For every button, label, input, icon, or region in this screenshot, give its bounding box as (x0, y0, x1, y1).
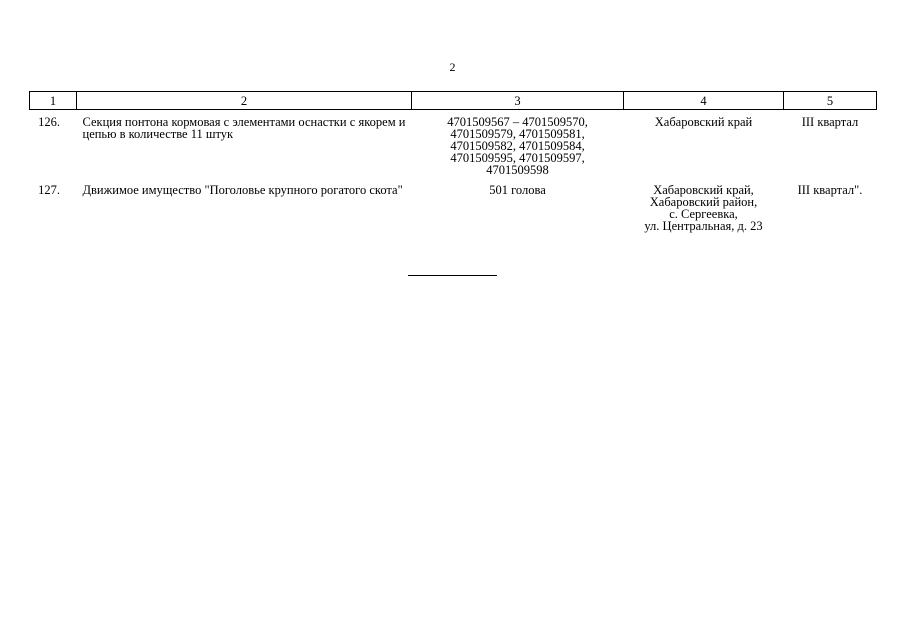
end-rule-divider (408, 275, 497, 276)
location (624, 176, 784, 232)
location-line: с. Сергеевка, (669, 207, 738, 221)
page-number: 2 (449, 60, 456, 74)
period: III квартал". (797, 183, 863, 197)
table-row (30, 110, 877, 177)
table-row (30, 176, 877, 232)
location-line: Хабаровский район, (649, 195, 758, 209)
location-line: Хабаровский край, (653, 183, 754, 197)
location-line: ул. Центральная, д. 23 (644, 219, 763, 233)
inventory-codes (412, 110, 624, 177)
location (624, 110, 784, 177)
column-header-5: 5 (784, 92, 877, 110)
period: III квартал (801, 115, 859, 129)
column-header-3: 3 (412, 92, 624, 110)
column-header-1: 1 (30, 92, 77, 110)
property-name: Движимое имущество "Поголовье крупного рогатого скота" (82, 183, 403, 197)
row-number: 126. (38, 115, 60, 129)
row-number: 127. (38, 183, 60, 197)
code-line: 4701509579, 4701509581, (450, 127, 585, 141)
property-table (29, 91, 877, 232)
column-header-4: 4 (624, 92, 784, 110)
property-name: Секция понтона кормовая с элементами оснастки с якорем и цепью в количестве 11 штук (82, 115, 406, 141)
code-line: 501 голова (489, 183, 546, 197)
inventory-codes (412, 176, 624, 232)
code-line: 4701509598 (486, 163, 549, 177)
location-line: Хабаровский край (654, 115, 753, 129)
column-header-2: 2 (77, 92, 412, 110)
table-header-row (30, 92, 877, 110)
code-line: 4701509567 – 4701509570, (447, 115, 588, 129)
code-line: 4701509582, 4701509584, (450, 139, 585, 153)
code-line: 4701509595, 4701509597, (450, 151, 585, 165)
